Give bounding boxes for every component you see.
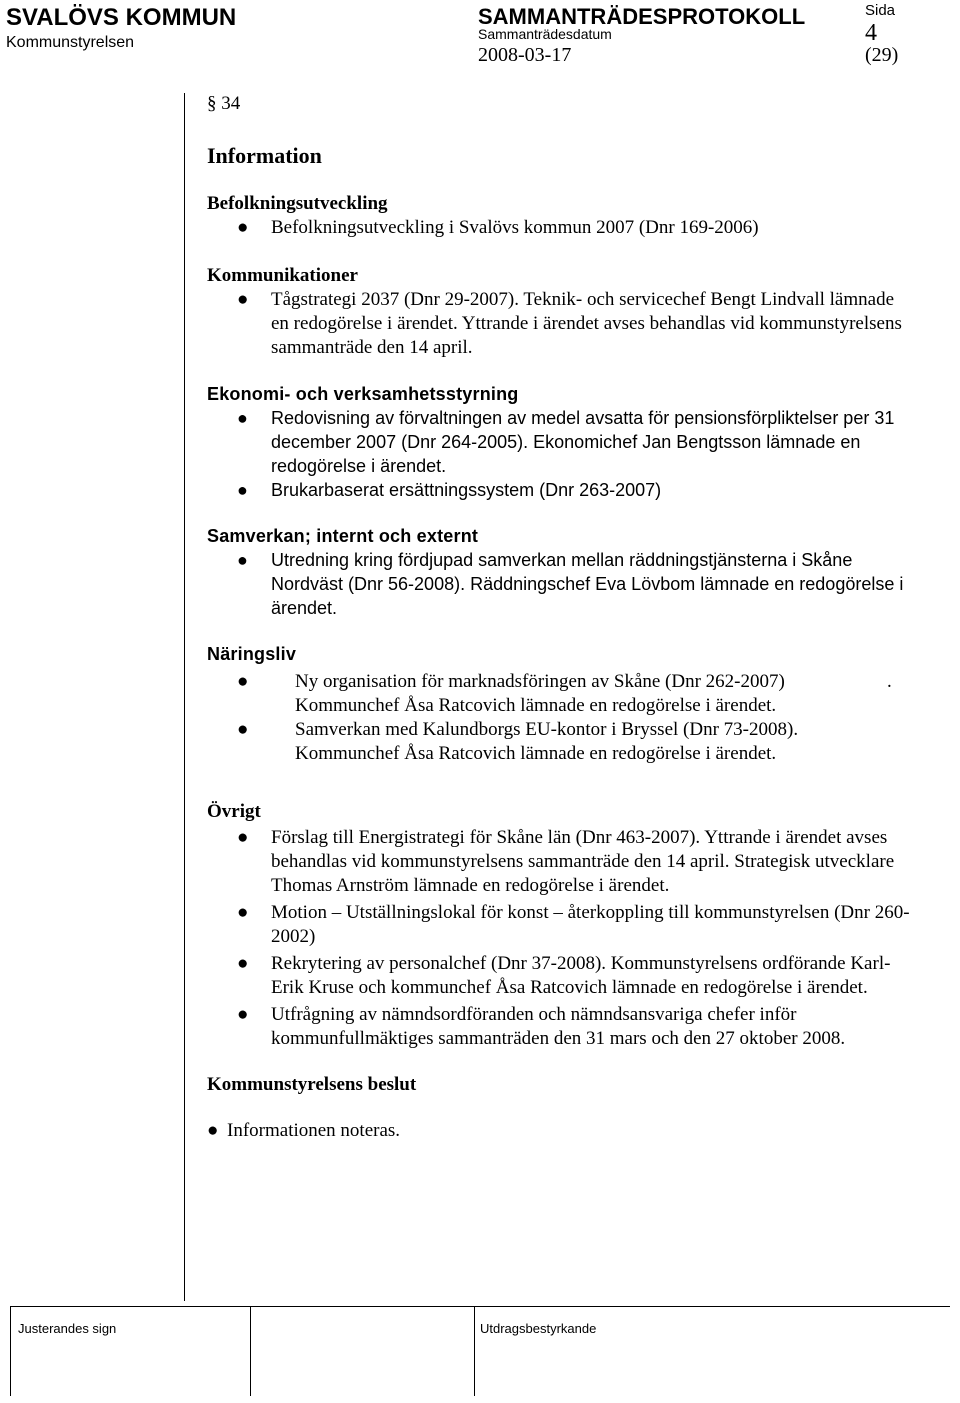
protocol-body [207, 90, 947, 1143]
footer-divider [474, 1306, 475, 1396]
list-item: ● Ny organisation för marknadsföringen av Skåne (Dnr 262-2007) . Kommunchef Åsa Ratcovich lämnade en redogörelse i ärendet. [237, 671, 892, 716]
paragraph-number: § 34 [207, 93, 241, 114]
list-item: ● Förslag till Energistrategi för Skåne län (Dnr 463-2007). Yttrande i ärendet avses behandlas vid kommunstyrelsens sammanträde den 14 april. Strategisk utvecklare Thomas Arnström lämnade en redogörelse i ärendet. [237, 827, 895, 896]
section-title-ovrigt: Övrigt [207, 801, 261, 822]
page-total: (29) [865, 44, 899, 66]
section-title-kommunikationer: Kommunikationer [207, 265, 358, 286]
list-samverkan [207, 548, 947, 620]
bullet-icon: ● [237, 719, 249, 740]
page-label: Sida [865, 2, 896, 19]
list-item: ● Redovisning av förvaltningen av medel avsatta för pensionsförpliktelser per 31 december 2007 (Dnr 264-2005). Ekonomichef Jan Bengtsson lämnade en redogörelse i ärendet. [237, 408, 895, 476]
section-title-befolkning: Befolkningsutveckling [207, 193, 388, 214]
document-title: SAMMANTRÄDESPROTOKOLL [478, 4, 806, 29]
bullet-icon: ● [237, 953, 249, 974]
list-item: ● Utredning kring fördjupad samverkan mellan räddningstjänsterna i Skåne Nordväst (Dnr 56-2008). Räddningschef Eva Lövbom lämnade en redogörelse i ärendet. [237, 550, 904, 618]
page-number: 4 [865, 20, 877, 46]
bullet-icon: ● [237, 289, 249, 310]
list-item: ● Utfrågning av nämndsordföranden och nämndsansvariga chefer inför kommunfullmäktiges sammanträden den 31 mars och den 27 oktober 2008. [237, 1004, 846, 1049]
margin-rule [184, 93, 185, 1301]
justerandes-sign-label: Justerandes sign [18, 1321, 117, 1336]
list-item: ● Brukarbaserat ersättningssystem (Dnr 263-2007) [237, 480, 662, 500]
organization-name: SVALÖVS KOMMUN [6, 4, 237, 31]
bullet-icon: ● [237, 902, 249, 923]
list-item: ● Befolkningsutveckling i Svalövs kommun 2007 (Dnr 169-2006) [237, 217, 759, 238]
list-beslut [207, 1119, 947, 1143]
paragraph-title: Information [207, 143, 322, 168]
bullet-icon: ● [237, 217, 249, 238]
bullet-icon: ● [237, 408, 248, 428]
bullet-icon: ● [237, 827, 249, 848]
utdragsbestyrkande-label: Utdragsbestyrkande [480, 1321, 597, 1336]
meeting-date: 2008-03-17 [478, 44, 572, 66]
section-title-beslut: Kommunstyrelsens beslut [207, 1074, 417, 1095]
footer-divider [250, 1306, 251, 1396]
bullet-icon: ● [237, 671, 249, 692]
list-ovrigt [207, 826, 947, 1051]
list-item: ● Tågstrategi 2037 (Dnr 29-2007). Teknik- och servicechef Bengt Lindvall lämnade en redogörelse i ärendet. Yttrande i ärendet avses behandlas vid kommunstyrelsens sammanträde den 14 april. [237, 289, 902, 358]
bullet-icon: ● [237, 480, 248, 500]
list-ekonomi [207, 406, 947, 502]
list-kommunikationer [207, 288, 947, 360]
section-title-samverkan: Samverkan; internt och externt [207, 526, 479, 546]
bullet-icon: ● [207, 1120, 219, 1141]
committee-name: Kommunstyrelsen [6, 34, 135, 51]
bullet-icon: ● [237, 1004, 249, 1025]
list-item: ● Motion – Utställningslokal för konst – återkoppling till kommunstyrelsen (Dnr 260-2002) [237, 902, 910, 947]
list-item: ● Rekrytering av personalchef (Dnr 37-2008). Kommunstyrelsens ordförande Karl-Erik Kruse och kommunchef Åsa Ratcovich lämnade en redogörelse i ärendet. [237, 953, 891, 998]
section-title-naringsliv: Näringsliv [207, 644, 297, 664]
bullet-icon: ● [237, 550, 248, 570]
list-befolkning [207, 216, 947, 240]
section-title-ekonomi: Ekonomi- och verksamhetsstyrning [207, 384, 519, 404]
list-item: ● Informationen noteras. [207, 1120, 401, 1141]
list-naringsliv [207, 670, 947, 766]
meeting-date-label: Sammanträdesdatum [478, 26, 612, 42]
footer-rule [10, 1306, 950, 1307]
footer-divider [10, 1306, 11, 1396]
list-item: ● Samverkan med Kalundborgs EU-kontor i Bryssel (Dnr 73-2008). Kommunchef Åsa Ratcovich lämnade en redogörelse i ärendet. [237, 719, 799, 764]
